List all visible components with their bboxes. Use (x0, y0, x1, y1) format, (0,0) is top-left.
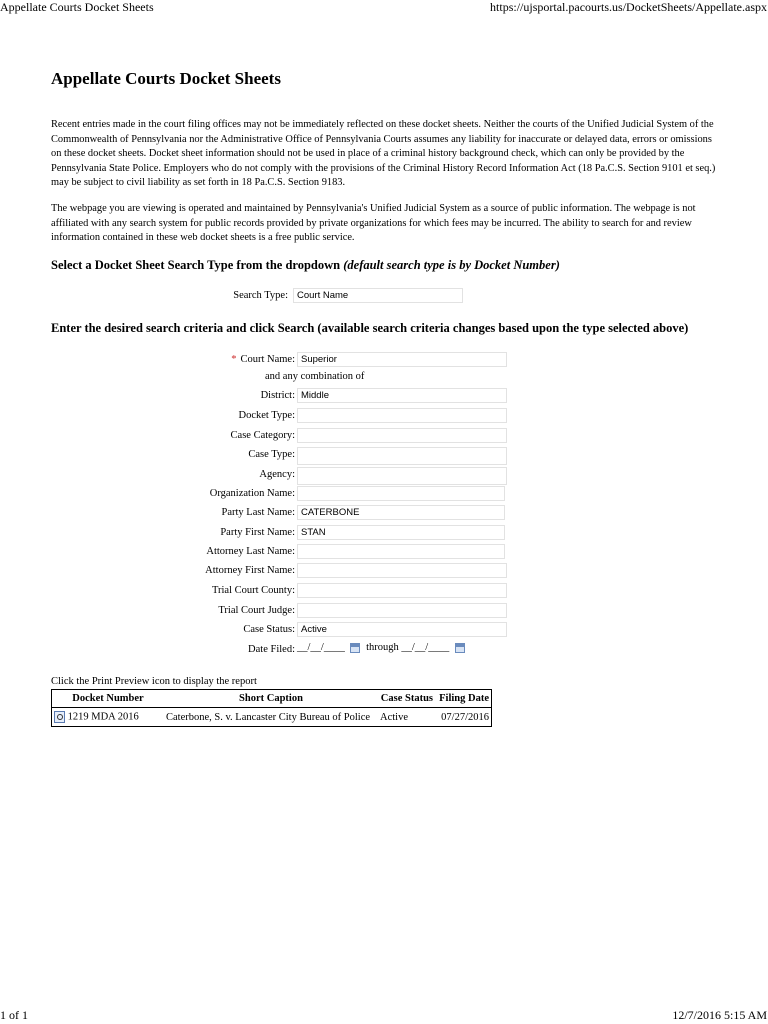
case-category-select[interactable] (297, 428, 507, 443)
date-filed-start-input[interactable]: __/__/____ (297, 642, 345, 653)
party-last-name-input[interactable]: CATERBONE (297, 505, 505, 520)
agency-label: Agency: (259, 469, 295, 480)
disclaimer-paragraph-liability: Recent entries made in the court filing offices may not be immediately reflected on these docket sheets. Neither the courts of the Unified Judicial System of the Commonwealth of Pennsylvania nor the Administrative Office of Pennsylvania Courts assumes any liability for inaccurate or delayed data, errors or omissions on these docket sheets. Docket sheet information should not be used in place of a criminal history background check, which can only be provided by the Pennsylvania State Police. Employers who do not comply with the provisions of the Criminal History Record Information Act (18 Pa.C.S. Section 9101 et seq.) may be subject to civil liability as set forth in 18 Pa.C.S. Section 9183. (51, 119, 716, 188)
date-filed-through-label: through (366, 642, 399, 653)
search-criteria-heading: Enter the desired search criteria and click Search (available search criteria changes based upon the type selected above) (51, 321, 689, 335)
docket-number-value: 1219 MDA 2016 (67, 711, 139, 723)
trial-court-judge-select[interactable] (297, 603, 507, 618)
print-header-url: https://ujsportal.pacourts.us/DocketSheets/Appellate.aspx (490, 0, 767, 14)
district-label: District: (260, 390, 295, 401)
date-filed-range (297, 642, 468, 653)
search-type-select[interactable]: Court Name (293, 288, 463, 303)
calendar-icon[interactable] (455, 643, 465, 653)
date-filed-label: Date Filed: (248, 644, 295, 655)
trial-court-county-label: Trial Court County: (211, 585, 295, 596)
search-type-heading-text: Select a Docket Sheet Search Type from the dropdown (51, 258, 341, 272)
docket-number-cell (52, 708, 165, 727)
agency-select[interactable] (297, 467, 507, 485)
search-type-heading (51, 258, 560, 273)
district-select[interactable]: Middle (297, 388, 507, 403)
docket-type-select[interactable] (297, 408, 507, 423)
party-first-name-input[interactable]: STAN (297, 525, 505, 540)
print-header-title: Appellate Courts Docket Sheets (0, 0, 154, 14)
organization-name-label: Organization Name: (209, 488, 295, 499)
attorney-last-name-input[interactable] (297, 544, 505, 559)
table-row (52, 708, 492, 727)
disclaimer-paragraph-public-service: The webpage you are viewing is operated and maintained by Pennsylvania's Unified Judicial System as a source of public information. The webpage is not affiliated with any search system for public records provided by private organizations for which fees may be incurred. The ability to search for and review information contained in these web docket sheets is a free public service. (51, 203, 696, 243)
attorney-last-name-label: Attorney Last Name: (206, 546, 295, 557)
date-filed-end-input[interactable]: __/__/____ (401, 642, 450, 653)
column-header-short-caption[interactable]: Short Caption (164, 690, 378, 708)
case-status-label: Case Status: (243, 624, 295, 635)
results-header-row (52, 690, 492, 708)
filing-date-cell: 07/27/2016 (441, 711, 489, 723)
search-type-heading-note: (default search type is by Docket Number) (343, 258, 560, 272)
court-name-label (140, 353, 295, 367)
column-header-docket-number[interactable]: Docket Number (52, 690, 165, 708)
page-title: Appellate Courts Docket Sheets (51, 69, 281, 88)
results-table (51, 689, 492, 727)
attorney-first-name-input[interactable] (297, 563, 507, 578)
trial-court-judge-label: Trial Court Judge: (218, 605, 295, 616)
case-status-cell: Active (380, 711, 408, 723)
organization-name-input[interactable] (297, 486, 505, 501)
print-footer-page-count: 1 of 1 (0, 1008, 28, 1022)
case-type-select[interactable] (297, 447, 507, 465)
calendar-icon[interactable] (350, 643, 360, 653)
case-type-label: Case Type: (248, 449, 295, 460)
column-header-filing-date[interactable]: Filing Date (435, 690, 492, 708)
required-marker: * (231, 354, 237, 365)
case-category-label: Case Category: (230, 430, 295, 441)
docket-type-label: Docket Type: (238, 410, 295, 421)
party-first-name-label: Party First Name: (220, 527, 295, 538)
case-status-select[interactable]: Active (297, 622, 507, 637)
print-preview-icon[interactable] (54, 711, 65, 723)
court-name-label-text: Court Name: (240, 354, 295, 365)
search-type-label: Search Type: (233, 290, 288, 301)
print-preview-note: Click the Print Preview icon to display the report (51, 676, 257, 687)
court-name-select[interactable]: Superior (297, 352, 507, 367)
print-footer-timestamp: 12/7/2016 5:15 AM (672, 1008, 767, 1022)
combination-text-value: and any combination of (265, 371, 365, 382)
party-last-name-label: Party Last Name: (221, 507, 295, 518)
trial-court-county-select[interactable] (297, 583, 507, 598)
column-header-case-status[interactable]: Case Status (378, 690, 435, 708)
short-caption-cell: Caterbone, S. v. Lancaster City Bureau of Police (166, 711, 371, 723)
attorney-first-name-label: Attorney First Name: (205, 565, 295, 576)
